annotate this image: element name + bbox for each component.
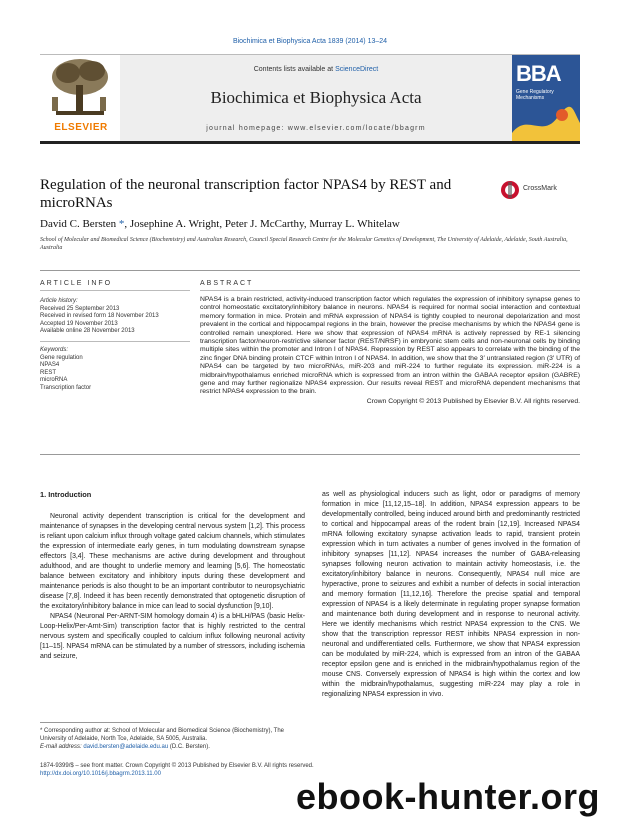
history-label: Article history: [40,298,78,304]
masthead [40,54,580,144]
issn-line: 1874-9399/$ – see front matter. Crown Copyright © 2013 Published by Elsevier B.V. All rights reserved. [40,763,314,769]
email-label: E-mail address: [40,744,84,750]
cover-title: BBA [516,61,561,86]
paragraph: Neuronal activity dependent transcription is critical for the development and maintenance of synapses in the developing central nervous system [1,2]. This process is reliant upon calcium influx through voltage gated calcium channels, which stimulates the expression of intermediate early genes, in turn modulating downstream synapse effectors [3,4]. These mechanisms are active during development and throughout adulthood, and are thought to underlie memory and learning [5,6]. The homeostatic balance between excitatory and inhibitory inputs during these development and maintenance periods is also thought to be an important contributor to neuropsychiatric disease [7,8]. Indeed it has been recently demonstrated that optogenetic disruption of the excitatory/inhibitory balance in mice can lead to social dysfunction [9,10]. [40,513,305,610]
history-accepted: Accepted 19 November 2013 [40,320,118,327]
history-online: Available online 28 November 2013 [40,328,135,335]
elsevier-logo [40,55,120,141]
author-list [40,218,580,230]
paragraph: as well as physiological inducers such as light, odor or paradigms of memory formation in mice [11,12,15–18]. In addition, NPAS4 expression appears to be developmentally controlled, being induced around birth and predominantly restricted to cortical and hippocampal areas of the rodent brain [12,19]. Increased NPAS4 mRNA following excitatory synapse activation leads to rapid, transient protein expression which in turn activates a number of genes involved in the formation of inhibitory synapses [11,12]. NPAS4 increases the number of GABA-releasing synapses following neuron activation to maintain activity homeostasis, i.e. the excitatory/inhibitory balance in neurons. Consequently, NPAS4 null mice are hyperactive, prone to seizures and exhibit a number of defects in social interaction and memory formation [11,12,16]. Therefore the precise spatial and temporal expression of NPAS4 is a likely determinate in regulating proper synapse formation and maintenance both during development and in response to neuronal activity. Here we identify mechanisms which restrict NPAS4 expression to the CNS. We show that the transcription repressor REST inhibits NPAS4 expression in non-neuronal and undifferentiated cells. Furthermore, we show that NPAS4 expression can be modulated by miR-224, which is expressed from an intron of the GABAA receptor epsilon gene and is enriched in the midbrain/hypothalamus region of the mouse CNS. Conversely expression of NPAS4 is high within the cortex and low within the midbrain/hypothalamus, suggesting miR-224 may play a role in regionalizing NPAS4 expression in vivo. [322,491,580,698]
article-info [40,292,190,393]
crossmark-badge[interactable] [500,178,580,202]
corresponding-marker[interactable]: * [116,218,125,230]
keyword-item: NPAS4 [40,362,60,369]
abstract-text: NPAS4 is a brain restricted, activity-induced transcription factor which regulates the expression of inhibitory synapse genes to control homeostatic excitatory/inhibitory balance in neurons. NPAS4 is required for normal social interaction and contextual memory formation in mice. Protein and mRNA expression of NPAS4 is tightly coupled to neuronal depolarization and most prevalent in the cortical and hippocampal regions in the brain, however the precise mechanisms by which the NPAS4 gene is controlled remain unexplored. Here we show that expression of NPAS4 mRNA is actively repressed by RE-1 silencing transcription factor/neuron-restrictive silencer factor (REST/NRSF) in embryonic stem cells and non-neuronal cells by binding multiple sites within the promoter and Intron I of NPAS4. Repression by REST also appears to correlate with the binding of the zinc finger DNA binding protein CTCF within Intron I of NPAS4. In addition, we show that the 3′ untranslated region (3′ UTR) of NPAS4 can be targeted by two microRNAs, miR-203 and miR-224 to further regulate its expression. miR-224 is a midbrain/hypothalamus enriched microRNA which is expressed from an intron within the GABAA receptor epsilon (GABRE) gene and may further regionalize NPAS4 expression. Our results reveal REST and microRNA dependent mechanisms that restrict NPAS4 expression to the brain. [200,296,580,396]
footnote-rule [40,722,160,723]
author-rest: , Josephine A. Wright, Peter J. McCarthy, Murray L. Whitelaw [124,218,400,230]
journal-title: Biochimica et Biophysica Acta [210,88,422,107]
corresponding-note: * Corresponding author at: School of Molecular and Biomedical Science (Biochemistry), The University of Adelaide, North Tce, Adelaide, SA 5005, Australia. [40,728,285,742]
article-info-heading: ARTICLE INFO [40,280,113,287]
elsevier-wordmark: ELSEVIER [54,122,108,133]
history-revised: Received in revised form 18 November 2013 [40,313,159,320]
abstract-divider [40,454,580,455]
sciencedirect-link[interactable]: ScienceDirect [335,66,379,73]
body-column-left [40,490,305,662]
keyword-item: microRNA [40,377,68,384]
paragraph: NPAS4 (Neuronal Per-ARNT-SIM homology domain 4) is a bHLH/PAS (basic Helix-Loop-Helix/Per-Arnt-Sim) transcription factor that is highly restricted to the central nervous system and specifically coupled to calcium influx following neuronal activity [11–15]. NPAS4 mRNA can be stimulated by a number of stressors, including ischemia and seizure, [40,613,305,660]
watermark: ebook-hunter.org [296,776,600,817]
info-divider [40,341,190,342]
keyword-item: REST [40,369,57,376]
email-suffix: (D.C. Bersten). [168,744,210,750]
elsevier-tree-icon [40,55,120,121]
abstract-copyright: Crown Copyright © 2013 Published by Elsevier B.V. All rights reserved. [366,397,580,405]
masthead-center [120,55,512,141]
keywords-label: Keywords: [40,346,69,353]
body-column-right [322,490,580,700]
crossmark-icon [500,180,520,200]
doi-link[interactable]: http://dx.doi.org/10.1016/j.bbagrm.2013.11.00 [40,771,161,777]
keyword-item: Gene regulation [40,354,83,361]
crossmark-label: CrossMark [523,185,557,192]
journal-homepage[interactable]: journal homepage: www.elsevier.com/locate/bbagrm [206,125,426,132]
abstract-rule [200,290,580,291]
journal-cover [512,55,580,141]
contents-line [120,66,512,73]
cover-art-icon [512,103,580,141]
email-link[interactable]: david.bersten@adelaide.edu.au [83,744,169,750]
journal-reference[interactable]: Biochimica et Biophysica Acta 1839 (2014) 13–24 [232,38,388,45]
email-line [40,743,305,751]
author-first: David C. Bersten [40,218,117,230]
footnote [40,727,305,751]
keyword-item: Transcription factor [40,384,92,391]
header-divider [40,270,580,271]
paper-title: Regulation of the neuronal transcription factor NPAS4 by REST and microRNAs [40,177,452,211]
cover-subtitle: Gene Regulatory Mechanisms [516,89,554,101]
contents-prefix: Contents lists available at [253,66,336,73]
affiliation: School of Molecular and Biomedical Science (Biochemistry) and Australian Research, Council Special Research Centre for the Molecular Genetics of Development, The University of Adelaide, Adelaide, South Australia, Australia [40,237,568,251]
abstract-heading: ABSTRACT [200,280,254,287]
abstract-body [200,296,580,406]
introduction-heading: 1. Introduction [40,490,92,499]
history-received: Received 25 September 2013 [40,305,120,312]
article-info-rule [40,290,190,291]
